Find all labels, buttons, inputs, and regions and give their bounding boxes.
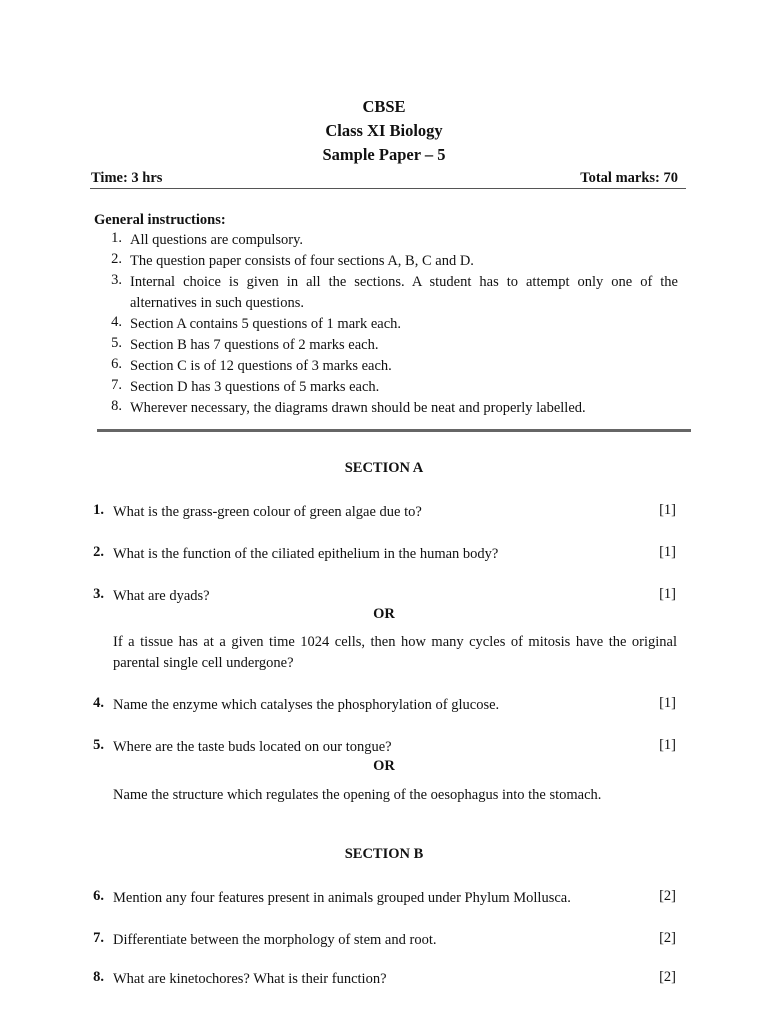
- instruction-text: Section D has 3 questions of 5 marks each.: [130, 379, 380, 395]
- instruction-number: 4.: [111, 314, 122, 330]
- section-b-title: SECTION B: [344, 846, 424, 862]
- or-separator: OR: [373, 758, 395, 774]
- instruction-number: 7.: [111, 377, 122, 393]
- question-marks: [1]: [659, 737, 676, 753]
- instruction-text: Section A contains 5 questions of 1 mark each.: [130, 316, 402, 332]
- instruction-number: 8.: [111, 398, 122, 414]
- instruction-text: Wherever necessary, the diagrams drawn should be neat and properly labelled.: [130, 400, 586, 416]
- board-title: CBSE: [362, 97, 406, 116]
- question-text: What are dyads?: [113, 588, 210, 604]
- instruction-number: 1.: [111, 230, 122, 246]
- paper-title: Sample Paper – 5: [322, 145, 446, 164]
- question-text: What are kinetochores? What is their function?: [113, 971, 387, 987]
- instruction-text: Section B has 7 questions of 2 marks each.: [130, 337, 379, 353]
- question-number: 4.: [93, 695, 104, 711]
- question-marks: [1]: [659, 544, 676, 560]
- or-separator: OR: [373, 606, 395, 622]
- question-text: What is the grass-green colour of green algae due to?: [113, 504, 422, 520]
- question-number: 2.: [93, 544, 104, 560]
- question-text: Where are the taste buds located on our tongue?: [113, 739, 392, 755]
- question-number: 8.: [93, 969, 104, 985]
- time-label: Time: 3 hrs: [91, 170, 163, 186]
- question-number: 3.: [93, 586, 104, 602]
- section-a-title: SECTION A: [344, 460, 424, 476]
- question-marks: [1]: [659, 502, 676, 518]
- instruction-number: 5.: [111, 335, 122, 351]
- question-number: 7.: [93, 930, 104, 946]
- instructions-title: General instructions:: [94, 212, 226, 228]
- question-number: 5.: [93, 737, 104, 753]
- instructions-divider: [97, 429, 691, 432]
- question-text: Name the enzyme which catalyses the phosphorylation of glucose.: [113, 697, 500, 713]
- class-subject-title: Class XI Biology: [325, 121, 443, 140]
- question-marks: [1]: [659, 695, 676, 711]
- instruction-text: The question paper consists of four sections A, B, C and D.: [130, 253, 474, 269]
- total-marks-label: Total marks: 70: [580, 170, 678, 186]
- instruction-number: 2.: [111, 251, 122, 267]
- question-marks: [2]: [659, 969, 676, 985]
- question-marks: [1]: [659, 586, 676, 602]
- instruction-text: Section C is of 12 questions of 3 marks each.: [130, 358, 392, 374]
- question-marks: [2]: [659, 888, 676, 904]
- question-text: Differentiate between the morphology of stem and root.: [113, 932, 437, 948]
- instruction-text: All questions are compulsory.: [130, 232, 304, 248]
- question-text: Mention any four features present in animals grouped under Phylum Mollusca.: [113, 890, 571, 906]
- question-number: 1.: [93, 502, 104, 518]
- question-marks: [2]: [659, 930, 676, 946]
- question-number: 6.: [93, 888, 104, 904]
- question-text: What is the function of the ciliated epithelium in the human body?: [113, 546, 499, 562]
- header-divider: [90, 188, 686, 189]
- instruction-text: Internal choice is given in all the sections. A student has to attempt only one of the alternatives in such questions.: [130, 274, 678, 311]
- instruction-number: 3.: [111, 272, 122, 288]
- instruction-number: 6.: [111, 356, 122, 372]
- alternative-question-text: If a tissue has at a given time 1024 cells, then how many cycles of mitosis have the original parental single cell undergone?: [113, 634, 677, 671]
- alternative-question-text: Name the structure which regulates the opening of the oesophagus into the stomach.: [113, 787, 602, 803]
